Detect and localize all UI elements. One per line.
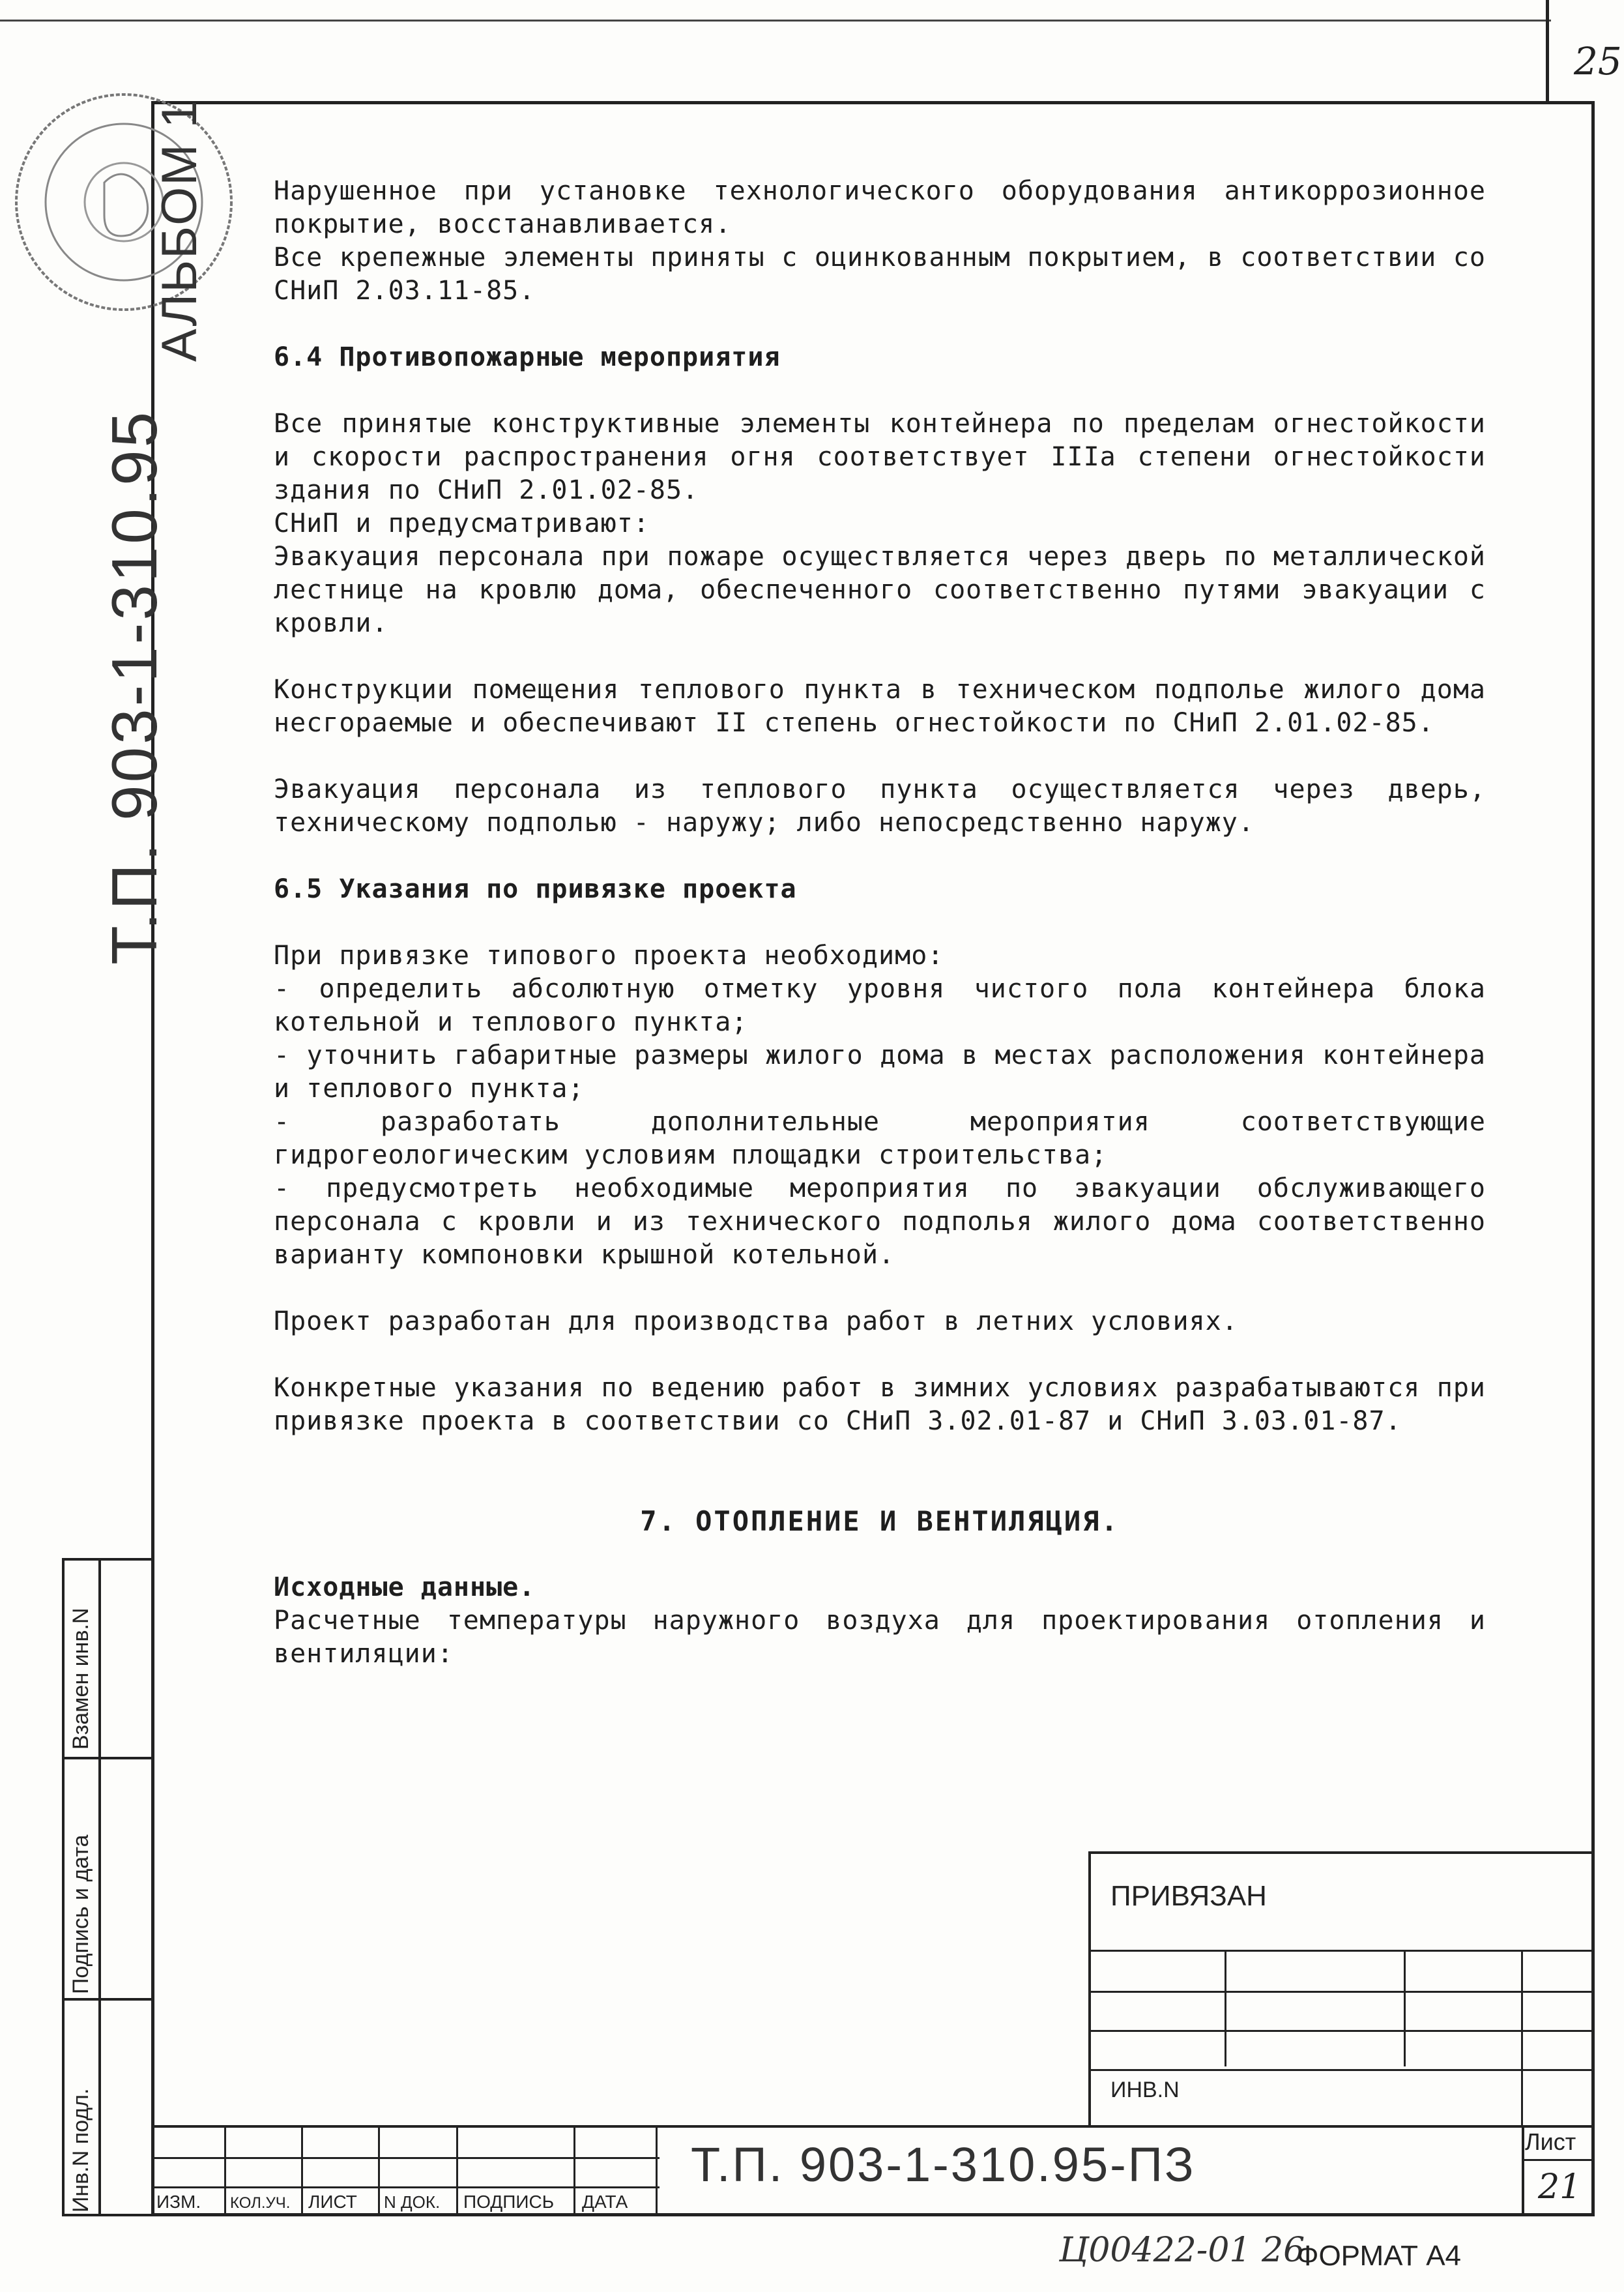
sheet-label: Лист [1525, 2128, 1576, 2155]
section-heading-6-4: 6.4 Противопожарные мероприятия [274, 342, 781, 372]
section-heading-6-5: 6.5 Указания по привязке проекта [274, 874, 797, 904]
frame-edge [1546, 0, 1549, 104]
grid-line [1091, 1991, 1593, 1993]
handwritten-inventory-number: Ц00422-01 26 [1059, 2231, 1305, 2270]
privyazan-inv-label: ИНВ.N [1110, 2078, 1180, 2102]
top-border-line [0, 20, 1551, 22]
section-heading-7: 7. ОТОПЛЕНИЕ И ВЕНТИЛЯЦИЯ. [640, 1505, 1120, 1537]
podpis-label: Подпись и дата [68, 1834, 93, 1994]
privyazan-title: ПРИВЯЗАН [1110, 1880, 1267, 1912]
document-code: Т.П. 903-1-310.95-ПЗ [691, 2138, 1196, 2192]
paragraph: Эвакуация персонала из теплового пункта осуществляется через дверь, техническому подполью - наружу; либо непосредственно наружу. [274, 774, 1486, 838]
paragraph: СНиП и предусматривают: [274, 508, 650, 538]
list-item: - предусмотреть необходимые мероприятия по эвакуации обслуживающего персонала с кровли и из технического подполья жилого дома соответственно варианту компоновки крышной котельной. [274, 1173, 1486, 1270]
paragraph: Нарушенное при установке технологического оборудования антикоррозионное покрытие, восстанавливается. [274, 176, 1486, 239]
vzamen-label: Взамен инв.N [68, 1608, 93, 1750]
list-item: - определить абсолютную отметку уровня чистого пола контейнера блока котельной и теплового пункта; [274, 974, 1486, 1037]
paragraph: Все принятые конструктивные элементы контейнера по пределам огнестойкости и скорости распространения огня соответствует IIIа степени огнестойкости здания по СНиП 2.01.02-85. [274, 409, 1486, 505]
paragraph: Расчетные температуры наружного воздуха для проектирования отопления и вентиляции: [274, 1606, 1486, 1669]
col-podpis: ПОДПИСЬ [458, 2128, 575, 2216]
grid-line [1091, 2030, 1593, 2032]
page-number: 25 [1574, 39, 1622, 83]
col-list: ЛИСТ [303, 2128, 380, 2216]
inv-podl-label: Инв.N подл. [68, 2088, 93, 2212]
grid-line [1521, 1950, 1523, 2125]
paragraph: При привязке типового проекта необходимо: [274, 941, 944, 971]
col-izm: ИЗМ. [151, 2128, 226, 2216]
list-item: - уточнить габаритные размеры жилого дома в местах расположения контейнера и теплового пункта; [274, 1040, 1486, 1104]
grid-line [1091, 2069, 1593, 2071]
paragraph: Проект разработан для производства работ в летних условиях. [274, 1306, 1238, 1336]
list-item: - разработать дополнительные мероприятия соответствующие гидрогеологическим условиям площадки строительства; [274, 1107, 1486, 1170]
grid-line [1404, 1950, 1406, 2066]
vertical-project-code: Т.П. 903-1-310.95 [98, 409, 170, 965]
col-kol-uch: КОЛ.УЧ. [226, 2128, 303, 2216]
grid-line [1225, 1950, 1226, 2066]
approval-side-strip [62, 1558, 151, 2216]
paragraph: Конструкции помещения теплового пункта в техническом подполье жилого дома несгораемые и обеспечивают II степень огнестойкости по СНиП 2.01.02-85. [274, 675, 1486, 738]
paragraph: Все крепежные элементы приняты с оцинкованным покрытием, в соответствии со СНиП 2.03.11-85. [274, 242, 1486, 306]
privyazan-block [1088, 1851, 1593, 2125]
grid-line [1091, 1950, 1593, 1952]
subheading-source-data: Исходные данные. [274, 1572, 536, 1602]
col-data: ДАТА [575, 2128, 658, 2216]
document-body [274, 175, 1486, 1671]
format-label: ФОРМАТ А4 [1297, 2240, 1462, 2272]
paragraph: Эвакуация персонала при пожаре осуществляется через дверь по металлической лестнице на кровлю дома, обеспеченного соответственно путями эвакуации с кровли. [274, 542, 1486, 638]
sheet-number: 21 [1538, 2167, 1582, 2207]
col-n-dok: N ДОК. [380, 2128, 458, 2216]
album-label: АЛЬБОМ 1 [152, 99, 207, 362]
paragraph: Конкретные указания по ведению работ в зимних условиях разрабатываются при привязке проекта в соответствии со СНиП 3.02.01-87 и СНиП 3.03.01-87. [274, 1373, 1486, 1436]
